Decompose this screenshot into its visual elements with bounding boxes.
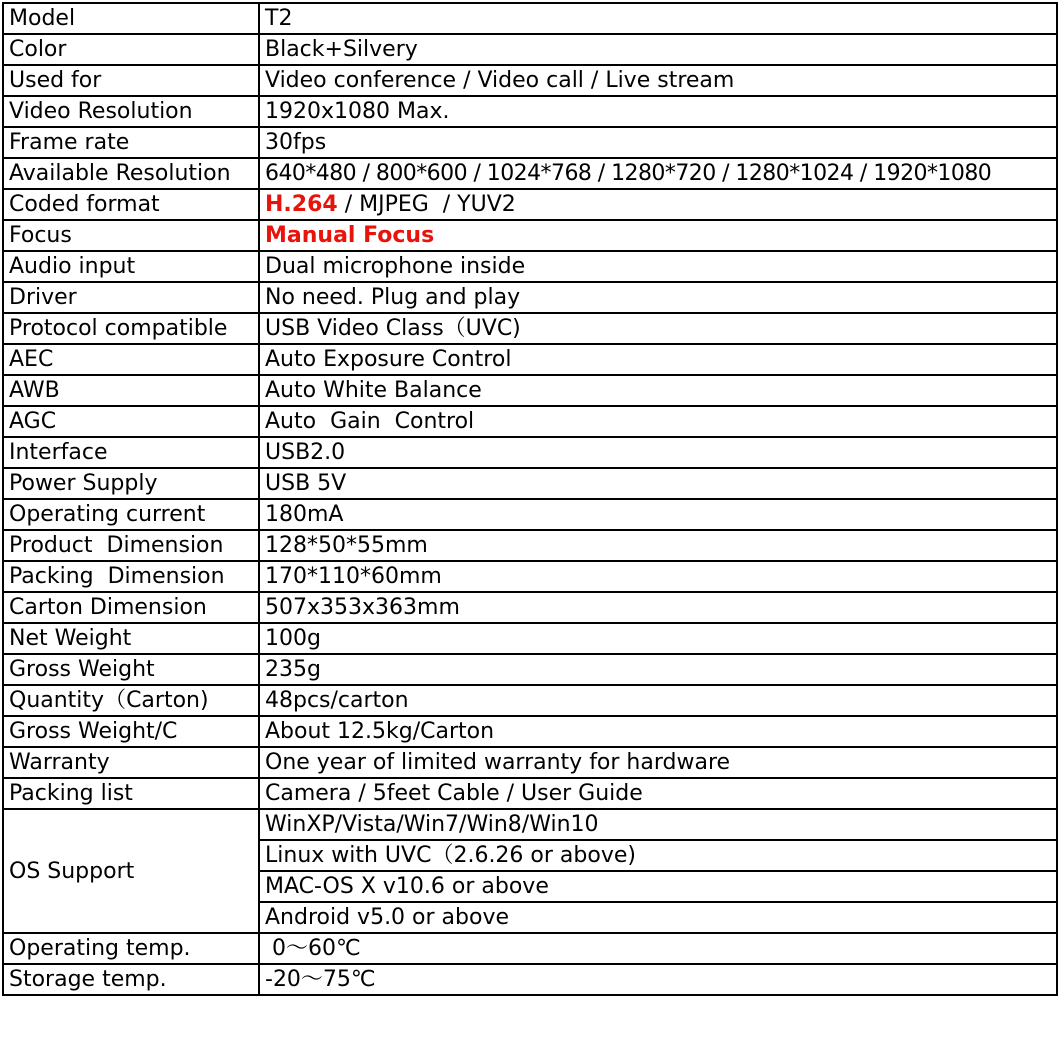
table-row <box>3 685 1057 716</box>
table-row <box>3 375 1057 406</box>
value-operating-current: 180mA <box>259 499 1057 530</box>
table-row <box>3 530 1057 561</box>
label-protocol-compatible: Protocol compatible <box>3 313 259 344</box>
table-row <box>3 623 1057 654</box>
value-quantity: 48pcs/carton <box>259 685 1057 716</box>
value-gross-weight: 235g <box>259 654 1057 685</box>
table-row <box>3 127 1057 158</box>
table-row <box>3 251 1057 282</box>
value-used-for: Video conference / Video call / Live stream <box>259 65 1057 96</box>
label-carton-dimension: Carton Dimension <box>3 592 259 623</box>
label-product-dimension: Product Dimension <box>3 530 259 561</box>
value-interface: USB2.0 <box>259 437 1057 468</box>
label-agc: AGC <box>3 406 259 437</box>
value-color: Black+Silvery <box>259 34 1057 65</box>
value-os-windows: WinXP/Vista/Win7/Win8/Win10 <box>259 809 1057 840</box>
value-video-resolution: 1920x1080 Max. <box>259 96 1057 127</box>
label-packing-dimension: Packing Dimension <box>3 561 259 592</box>
label-gross-weight: Gross Weight <box>3 654 259 685</box>
label-warranty: Warranty <box>3 747 259 778</box>
value-os-linux: Linux with UVC（2.6.26 or above) <box>259 840 1057 871</box>
value-packing-list: Camera / 5feet Cable / User Guide <box>259 778 1057 809</box>
label-used-for: Used for <box>3 65 259 96</box>
value-product-dimension: 128*50*55mm <box>259 530 1057 561</box>
value-power-supply: USB 5V <box>259 468 1057 499</box>
value-coded-format <box>259 189 1057 220</box>
label-color: Color <box>3 34 259 65</box>
table-row <box>3 65 1057 96</box>
label-video-resolution: Video Resolution <box>3 96 259 127</box>
label-focus: Focus <box>3 220 259 251</box>
table-row <box>3 96 1057 127</box>
table-row <box>3 747 1057 778</box>
value-aec: Auto Exposure Control <box>259 344 1057 375</box>
value-os-mac: MAC-OS X v10.6 or above <box>259 871 1057 902</box>
table-row <box>3 809 1057 840</box>
value-storage-temp: -20～75℃ <box>259 964 1057 995</box>
value-operating-temp: 0～60℃ <box>259 933 1057 964</box>
label-available-resolution: Available Resolution <box>3 158 259 189</box>
table-row <box>3 406 1057 437</box>
label-aec: AEC <box>3 344 259 375</box>
table-row <box>3 499 1057 530</box>
label-coded-format: Coded format <box>3 189 259 220</box>
label-operating-current: Operating current <box>3 499 259 530</box>
value-carton-dimension: 507x353x363mm <box>259 592 1057 623</box>
table-row <box>3 964 1057 995</box>
table-row <box>3 34 1057 65</box>
table-row <box>3 3 1057 34</box>
table-row <box>3 282 1057 313</box>
value-available-resolution: 640*480 / 800*600 / 1024*768 / 1280*720 / 1280*1024 / 1920*1080 <box>259 158 1057 189</box>
label-awb: AWB <box>3 375 259 406</box>
table-row <box>3 189 1057 220</box>
value-protocol-compatible: USB Video Class（UVC) <box>259 313 1057 344</box>
value-audio-input: Dual microphone inside <box>259 251 1057 282</box>
table-row <box>3 933 1057 964</box>
label-packing-list: Packing list <box>3 778 259 809</box>
value-packing-dimension: 170*110*60mm <box>259 561 1057 592</box>
coded-format-rest: / MJPEG / YUV2 <box>337 192 516 217</box>
table-row <box>3 220 1057 251</box>
value-awb: Auto White Balance <box>259 375 1057 406</box>
value-net-weight: 100g <box>259 623 1057 654</box>
value-gross-weight-carton: About 12.5kg/Carton <box>259 716 1057 747</box>
value-agc: Auto Gain Control <box>259 406 1057 437</box>
table-row <box>3 778 1057 809</box>
table-row <box>3 561 1057 592</box>
highlight-h264: H.264 <box>265 192 338 217</box>
label-interface: Interface <box>3 437 259 468</box>
spec-table <box>2 2 1058 996</box>
table-row <box>3 158 1057 189</box>
value-model: T2 <box>259 3 1057 34</box>
label-model: Model <box>3 3 259 34</box>
table-row <box>3 344 1057 375</box>
label-driver: Driver <box>3 282 259 313</box>
table-row <box>3 592 1057 623</box>
label-storage-temp: Storage temp. <box>3 964 259 995</box>
label-gross-weight-carton: Gross Weight/C <box>3 716 259 747</box>
value-focus <box>259 220 1057 251</box>
table-row <box>3 437 1057 468</box>
label-net-weight: Net Weight <box>3 623 259 654</box>
table-row <box>3 313 1057 344</box>
label-audio-input: Audio input <box>3 251 259 282</box>
highlight-manual-focus: Manual Focus <box>265 223 435 248</box>
label-power-supply: Power Supply <box>3 468 259 499</box>
table-row <box>3 654 1057 685</box>
value-os-android: Android v5.0 or above <box>259 902 1057 933</box>
table-row <box>3 716 1057 747</box>
value-warranty: One year of limited warranty for hardware <box>259 747 1057 778</box>
label-os-support: OS Support <box>3 809 259 933</box>
value-driver: No need. Plug and play <box>259 282 1057 313</box>
label-operating-temp: Operating temp. <box>3 933 259 964</box>
table-row <box>3 468 1057 499</box>
label-frame-rate: Frame rate <box>3 127 259 158</box>
label-quantity: Quantity（Carton) <box>3 685 259 716</box>
value-frame-rate: 30fps <box>259 127 1057 158</box>
